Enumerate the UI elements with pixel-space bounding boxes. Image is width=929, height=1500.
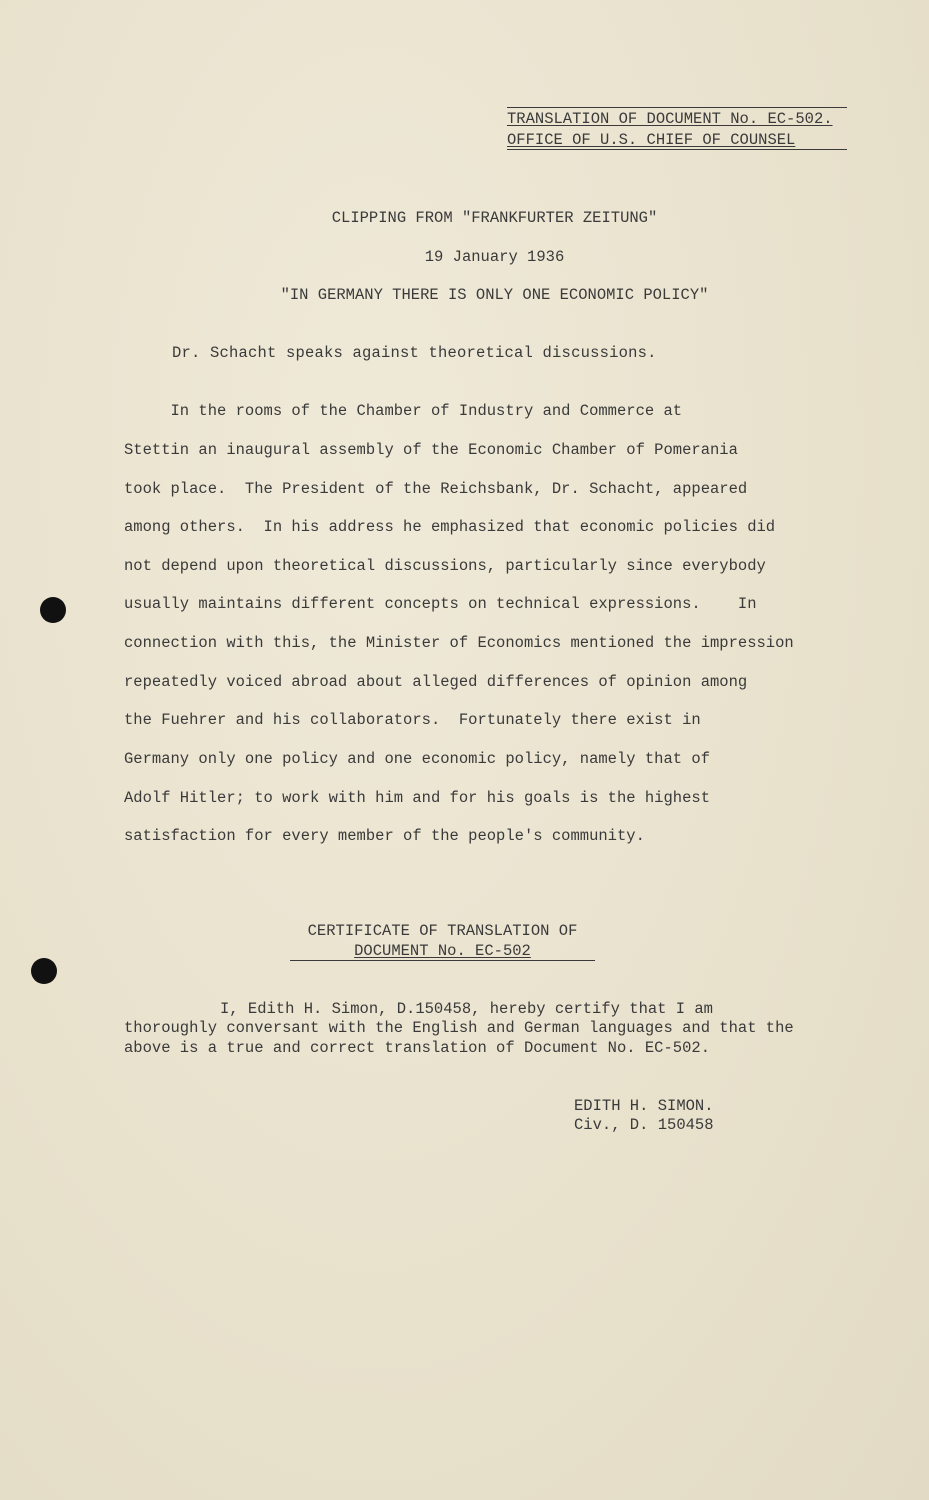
body-line: connection with this, the Minister of Economics mentioned the impression: [124, 634, 794, 652]
body-line: Adolf Hitler; to work with him and for his goals is the highest: [124, 789, 710, 807]
body-line: the Fuehrer and his collaborators. Fortunately there exist in: [124, 711, 701, 729]
punch-hole-icon: [40, 597, 66, 623]
body-line: Germany only one policy and one economic policy, namely that of: [124, 750, 710, 768]
article-subtitle: Dr. Schacht speaks against theoretical discussions.: [172, 344, 657, 362]
header-office-line: OFFICE OF U.S. CHIEF OF COUNSEL: [507, 131, 796, 149]
document-header: [507, 109, 847, 151]
body-line: among others. In his address he emphasized that economic policies did: [124, 518, 776, 536]
body-line: took place. The President of the Reichsbank, Dr. Schacht, appeared: [124, 480, 748, 498]
certificate-line: above is a true and correct translation of Document No. EC-502.: [124, 1039, 710, 1057]
header-translation-line: TRANSLATION OF DOCUMENT No. EC-502.: [507, 110, 833, 128]
body-line: not depend upon theoretical discussions, particularly since everybody: [124, 557, 766, 575]
clipping-source: CLIPPING FROM "FRANKFURTER ZEITUNG": [331, 209, 658, 227]
certificate-line: thoroughly conversant with the English and German languages and that the: [124, 1019, 794, 1037]
certificate-title-line2: DOCUMENT No. EC-502: [354, 942, 531, 960]
certificate-title-rule: [290, 960, 595, 961]
body-line: usually maintains different concepts on technical expressions. In: [124, 595, 757, 613]
body-line: Stettin an inaugural assembly of the Economic Chamber of Pomerania: [124, 441, 738, 459]
signature-name: EDITH H. SIMON.: [574, 1097, 714, 1115]
body-line: repeatedly voiced abroad about alleged differences of opinion among: [124, 673, 748, 691]
header-bottom-rule: [507, 149, 847, 150]
body-line: satisfaction for every member of the people's community.: [124, 827, 645, 845]
body-line: In the rooms of the Chamber of Industry and Commerce at: [124, 402, 683, 420]
certificate-line: I, Edith H. Simon, D.150458, hereby certify that I am: [220, 1000, 713, 1018]
clipping-date: 19 January 1936: [424, 248, 565, 266]
header-top-rule: [507, 107, 847, 108]
punch-hole-icon: [31, 958, 57, 984]
signature-id: Civ., D. 150458: [574, 1116, 714, 1134]
certificate-title-line1: CERTIFICATE OF TRANSLATION OF: [307, 922, 578, 940]
clipping-headline: "IN GERMANY THERE IS ONLY ONE ECONOMIC POLICY": [280, 286, 709, 304]
